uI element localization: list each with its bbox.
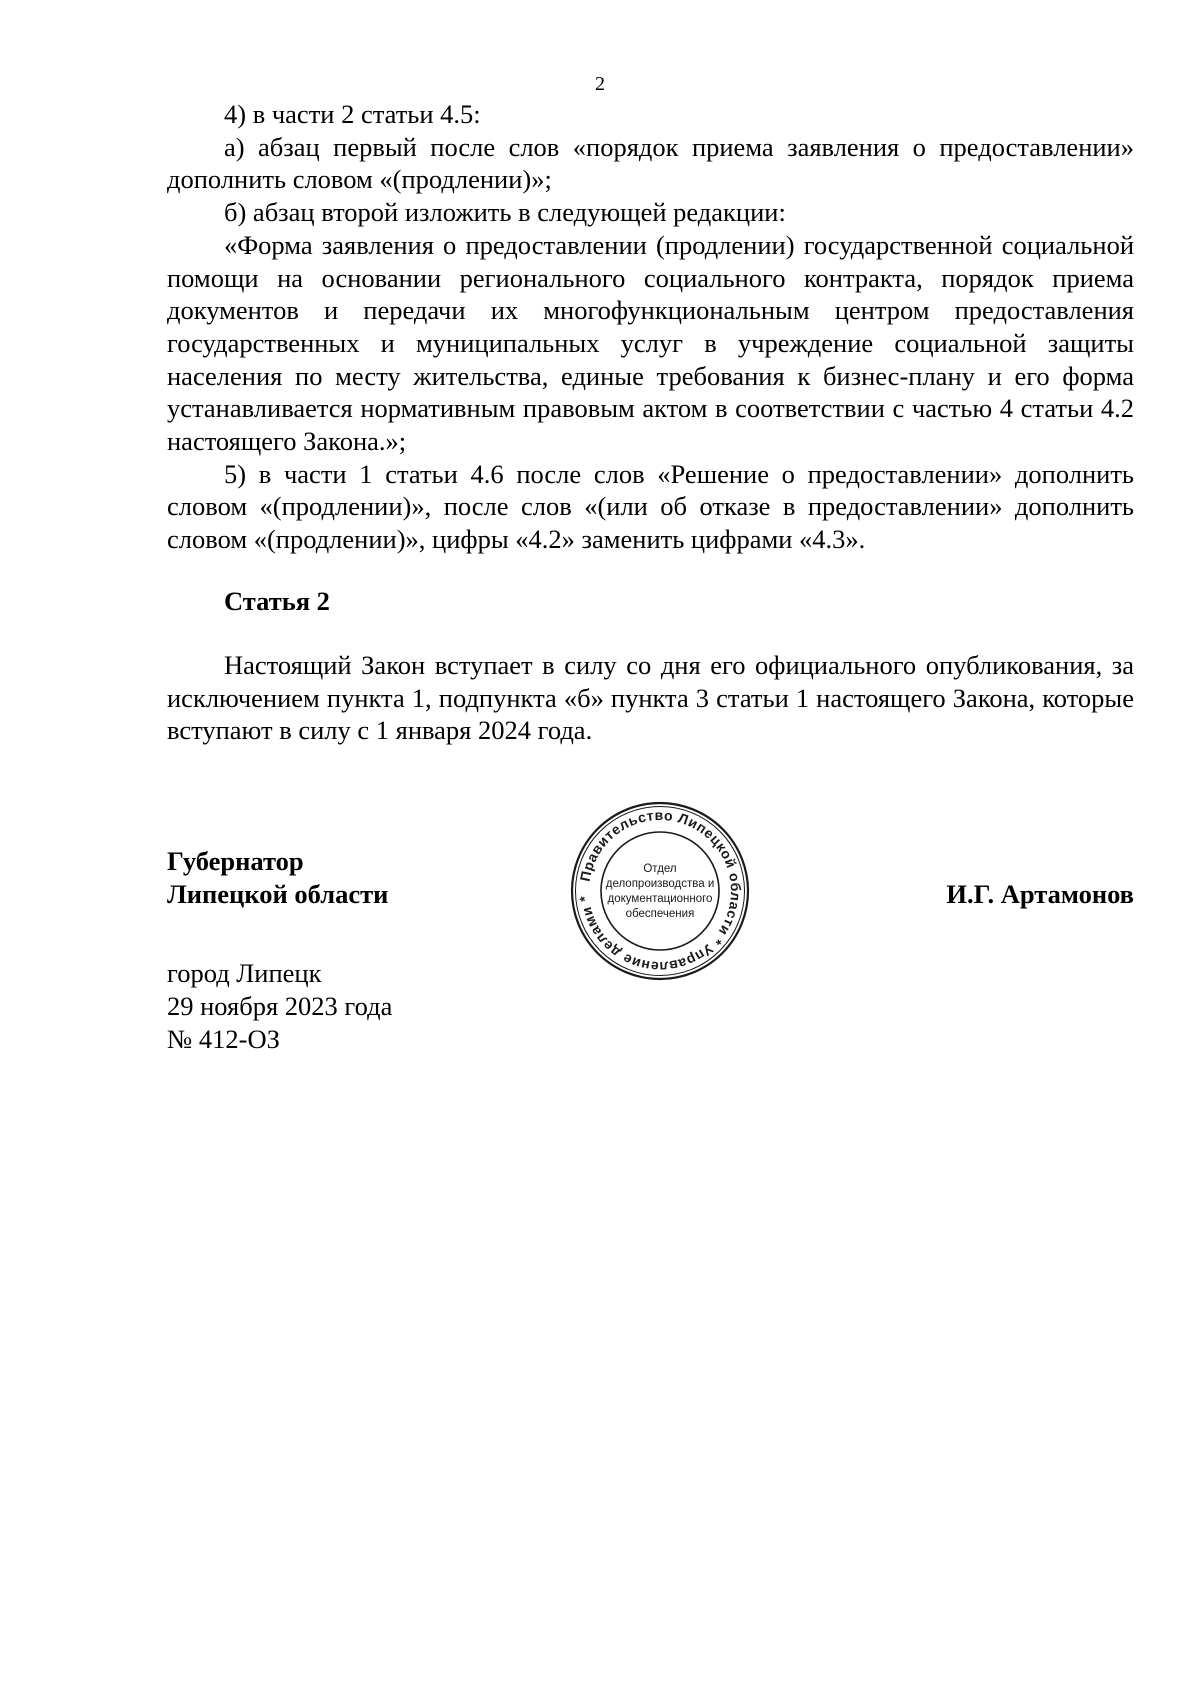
paragraph-new-wording: «Форма заявления о предоставлении (продлении) государственной социальной помощи на основании регионального социального контракта, порядок приема документов и передачи их многофункциональным центром предоставления государственных и муниципальных услуг в учреждение социальной защиты населения по месту жительства, единые требования к бизнес-плану и его форма устанавливается нормативным правовым актом в соответствии с частью 4 статьи 4.2 настоящего Закона.»;	[167, 229, 1134, 457]
paragraph-item-4a: а) абзац первый после слов «порядок приема заявления о предоставлении» дополнить словом «(продлении)»;	[167, 131, 1134, 195]
seal-outer-text: Правительство Липецкой области * Управление делами *	[576, 806, 745, 976]
article-2-paragraph: Настоящий Закон вступает в силу со дня его официального опубликования, за исключением пункта 1, подпункта «б» пункта 3 статьи 1 настоящего Закона, которые вступают в силу с 1 января 2024 года.	[167, 650, 1134, 746]
document-city: город Липецк	[167, 958, 322, 988]
signatory-name: И.Г. Артамонов	[946, 879, 1134, 909]
document-requisites	[167, 957, 392, 1056]
paragraph-item-5: 5) в части 1 статьи 4.6 после слов «Решение о предоставлении» дополнить словом «(продлении)», после слов «(или об отказе в предоставлении» дополнить словом «(продлении)», цифры «4.2» заменить цифрами «4.3».	[167, 458, 1134, 555]
seal-inner-line3: документационного	[607, 893, 713, 905]
signatory-title-line1: Губернатор	[167, 846, 304, 876]
document-date: 29 ноября 2023 года	[167, 991, 393, 1021]
page-number: 2	[595, 73, 605, 95]
article-2-text	[167, 649, 1134, 747]
signatory-title-line2: Липецкой области	[167, 879, 389, 909]
signatory-title	[167, 845, 388, 911]
article-2-heading: Статья 2	[224, 586, 330, 616]
seal-inner-line4: обеспечения	[625, 908, 695, 920]
document-number: № 412-ОЗ	[167, 1024, 280, 1054]
paragraph-item-4b: б) абзац второй изложить в следующей редакции:	[224, 197, 786, 228]
seal-inner-line1: Отдел	[643, 863, 677, 875]
amendments-text	[167, 98, 1134, 556]
seal-inner-line2: делопроизводства и	[605, 878, 715, 890]
official-seal-stamp	[569, 800, 751, 982]
paragraph-item-4: 4) в части 2 статьи 4.5:	[224, 99, 481, 129]
